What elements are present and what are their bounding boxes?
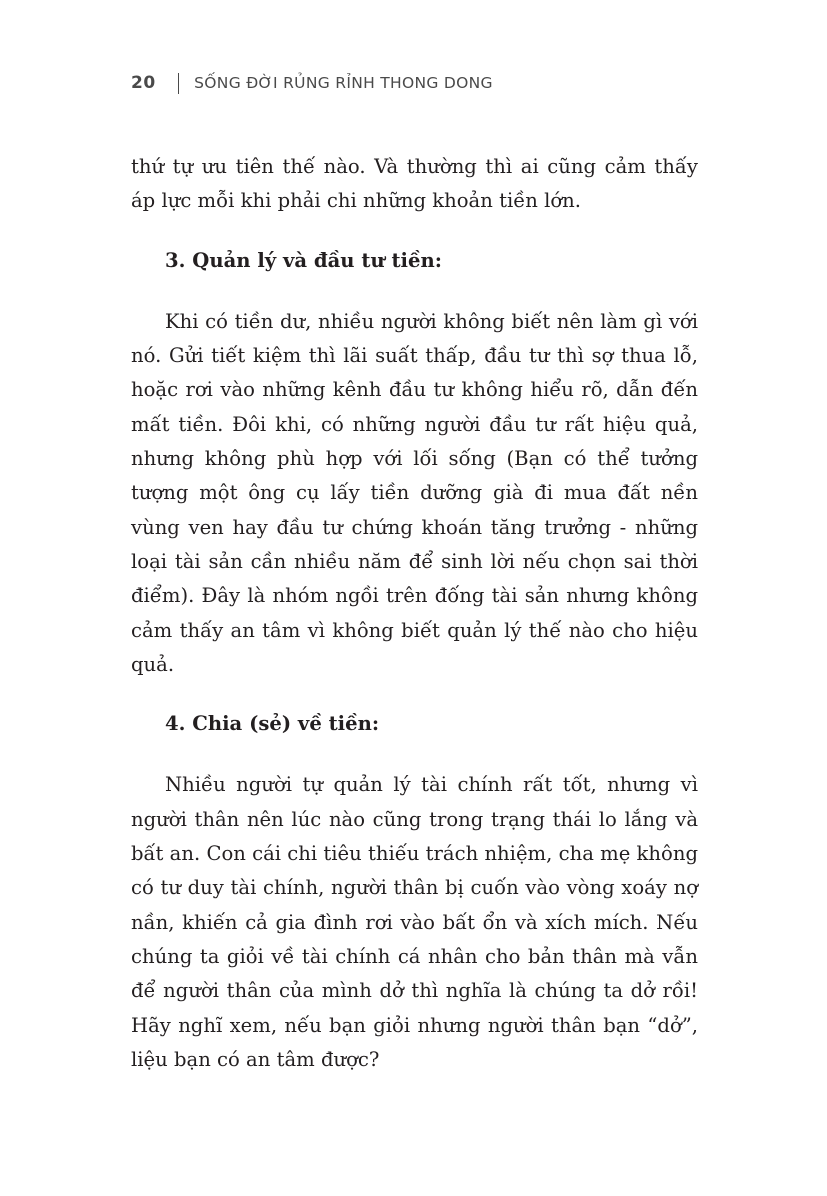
spacer	[131, 682, 698, 707]
header-divider	[178, 73, 180, 94]
page-body	[131, 150, 698, 1077]
running-title: SỐNG ĐỜI RỦNG RỈNH THONG DONG	[194, 74, 493, 92]
spacer	[131, 278, 698, 305]
section-3-heading: 3. Quản lý và đầu tư tiền:	[165, 248, 442, 272]
section-3-paragraph: Khi có tiền dư, nhiều người không biết nên làm gì với nó. Gửi tiết kiệm thì lãi suất thấp, đầu tư thì sợ thua lỗ, hoặc rơi vào những kênh đầu tư không hiểu rõ, dẫn đến mất tiền. Đôi khi, có những người đầu tư rất hiệu quả, nhưng không phù hợp với lối sống (Bạn có thể tưởng tượng một ông cụ lấy tiền dưỡng già đi mua đất nền vùng ven hay đầu tư chứng khoán tăng trưởng - những loại tài sản cần nhiều năm để sinh lời nếu chọn sai thời điểm). Đây là nhóm ngồi trên đống tài sản nhưng không cảm thấy an tâm vì không biết quản lý thế nào cho hiệu quả.	[131, 309, 698, 676]
page-number: 20	[131, 73, 156, 93]
spacer	[131, 219, 698, 244]
spacer	[131, 741, 698, 768]
intro-paragraph: thứ tự ưu tiên thế nào. Và thường thì ai cũng cảm thấy áp lực mỗi khi phải chi những khoản tiền lớn.	[131, 155, 698, 213]
running-header	[131, 70, 493, 96]
section-4-paragraph: Nhiều người tự quản lý tài chính rất tốt, nhưng vì người thân nên lúc nào cũng trong trạng thái lo lắng và bất an. Con cái chi tiêu thiếu trách nhiệm, cha mẹ không có tư duy tài chính, người thân bị cuốn vào vòng xoáy nợ nần, khiến cả gia đình rơi vào bất ổn và xích mích. Nếu chúng ta giỏi về tài chính cá nhân cho bản thân mà vẫn để người thân của mình dở thì nghĩa là chúng ta dở rồi! Hãy nghĩ xem, nếu bạn giỏi nhưng người thân bạn “dở”, liệu bạn có an tâm được?	[131, 773, 698, 1071]
section-4-heading: 4. Chia (sẻ) về tiền:	[165, 712, 380, 736]
